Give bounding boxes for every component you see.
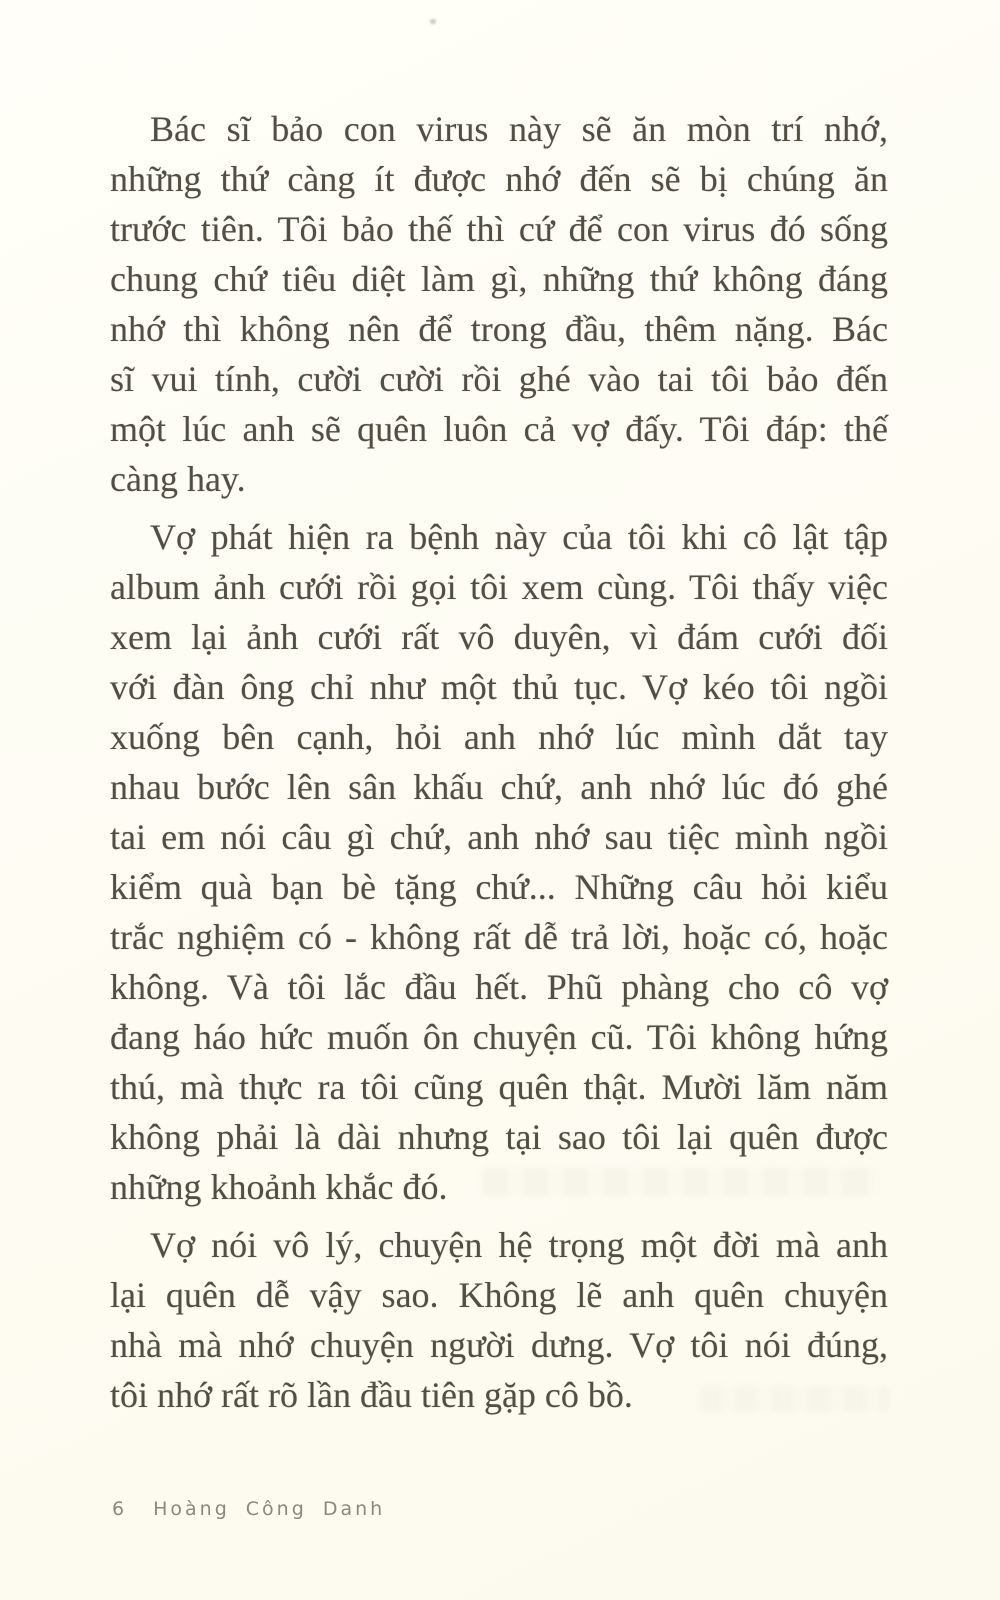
text-line: chung chứ tiêu diệt làm gì, những thứ không đáng [110, 259, 888, 299]
footer-author: Hoàng Công Danh [153, 1498, 386, 1520]
text-line: một lúc anh sẽ quên luôn cả vợ đấy. Tôi đáp: thế [110, 409, 888, 449]
text-line: lại quên dễ vậy sao. Không lẽ anh quên chuyện [110, 1275, 888, 1315]
text-line: xem lại ảnh cưới rất vô duyên, vì đám cưới đối [110, 617, 888, 657]
text-line: album ảnh cưới rồi gọi tôi xem cùng. Tôi thấy việc [110, 567, 888, 607]
text-line: trắc nghiệm có - không rất dễ trả lời, hoặc có, hoặc [110, 917, 888, 957]
page-text [110, 104, 888, 1428]
text-line: những khoảnh khắc đó. [110, 1167, 448, 1207]
text-line: thú, mà thực ra tôi cũng quên thật. Mười lăm năm [110, 1067, 888, 1107]
text-line: Vợ phát hiện ra bệnh này của tôi khi cô lật tập [150, 517, 888, 557]
text-line: trước tiên. Tôi bảo thế thì cứ để con virus đó sống [110, 209, 888, 249]
text-line: những thứ càng ít được nhớ đến sẽ bị chúng ăn [110, 159, 888, 199]
paragraph [110, 1220, 888, 1420]
paragraph [110, 104, 888, 504]
text-line: nhớ thì không nên để trong đầu, thêm nặng. Bác [110, 309, 888, 349]
scan-speck [430, 19, 436, 24]
page-footer [112, 1498, 385, 1520]
text-line: kiểm quà bạn bè tặng chứ... Những câu hỏi kiểu [110, 867, 888, 907]
text-line: nhà mà nhớ chuyện người dưng. Vợ tôi nói đúng, [110, 1325, 888, 1365]
text-line: không. Và tôi lắc đầu hết. Phũ phàng cho cô vợ [110, 967, 888, 1007]
text-line: không phải là dài nhưng tại sao tôi lại quên được [110, 1117, 888, 1157]
text-line: với đàn ông chỉ như một thủ tục. Vợ kéo tôi ngồi [110, 667, 888, 707]
text-line: nhau bước lên sân khấu chứ, anh nhớ lúc đó ghé [110, 767, 888, 807]
text-line: Bác sĩ bảo con virus này sẽ ăn mòn trí nhớ, [150, 109, 888, 149]
text-line: đang háo hức muốn ôn chuyện cũ. Tôi không hứng [110, 1017, 888, 1057]
text-line: Vợ nói vô lý, chuyện hệ trọng một đời mà anh [150, 1225, 888, 1265]
paragraph [110, 512, 888, 1212]
text-line: tai em nói câu gì chứ, anh nhớ sau tiệc mình ngồi [110, 817, 888, 857]
text-line: xuống bên cạnh, hỏi anh nhớ lúc mình dắt tay [110, 717, 888, 757]
page-number: 6 [112, 1498, 128, 1520]
text-line: càng hay. [110, 459, 246, 499]
text-line: sĩ vui tính, cười cười rồi ghé vào tai tôi bảo đến [110, 359, 888, 399]
text-line: tôi nhớ rất rõ lần đầu tiên gặp cô bồ. [110, 1375, 633, 1415]
